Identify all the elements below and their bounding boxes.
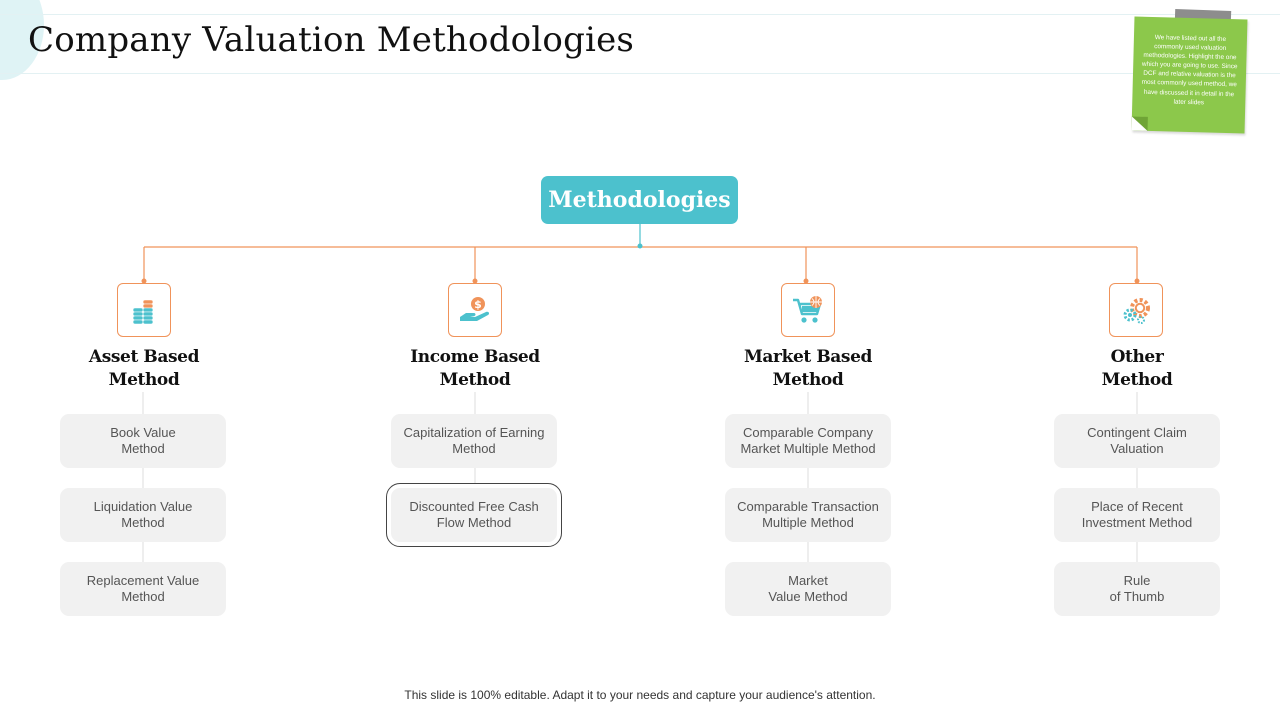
method-place-of-recent-investment[interactable]: Place of Recent Investment Method: [1054, 488, 1220, 542]
method-liquidation-value[interactable]: Liquidation Value Method: [60, 488, 226, 542]
method-market-value[interactable]: Market Value Method: [725, 562, 891, 616]
method-comparable-company[interactable]: Comparable Company Market Multiple Method: [725, 414, 891, 468]
method-replacement-value[interactable]: Replacement Value Method: [60, 562, 226, 616]
page-title: Company Valuation Methodologies: [28, 20, 635, 60]
method-rule-of-thumb[interactable]: Rule of Thumb: [1054, 562, 1220, 616]
branch-title-other: Other Method: [1101, 347, 1173, 390]
method-capitalization-of-earning[interactable]: Capitalization of Earning Method: [391, 414, 557, 468]
method-book-value[interactable]: Book Value Method: [60, 414, 226, 468]
gears-icon: [1109, 283, 1163, 337]
connector-dot: [638, 244, 643, 249]
method-contingent-claim[interactable]: Contingent Claim Valuation: [1054, 414, 1220, 468]
shopping-cart-globe-icon: [781, 283, 835, 337]
svg-text:$: $: [474, 298, 482, 311]
footer-text: This slide is 100% editable. Adapt it to your needs and capture your audience's attention.: [404, 688, 876, 702]
method-discounted-free-cash-flow[interactable]: Discounted Free Cash Flow Method: [391, 488, 557, 542]
branch-title-market: Market Based Method: [743, 347, 872, 390]
branch-title-income: Income Based Method: [410, 347, 540, 390]
sticky-note: We have listed out all the commonly used valuation methodologies. Highlight the one which you are going to use. Since DCF and relative valuation is the most commonly used method, we have discussed it in detail in the later slides: [1132, 17, 1248, 134]
method-comparable-transaction[interactable]: Comparable Transaction Multiple Method: [725, 488, 891, 542]
root-node-methodologies: Methodologies: [541, 176, 738, 224]
branch-title-asset: Asset Based Method: [88, 347, 200, 390]
hand-dollar-icon: [448, 283, 502, 337]
coins-stack-icon: [117, 283, 171, 337]
